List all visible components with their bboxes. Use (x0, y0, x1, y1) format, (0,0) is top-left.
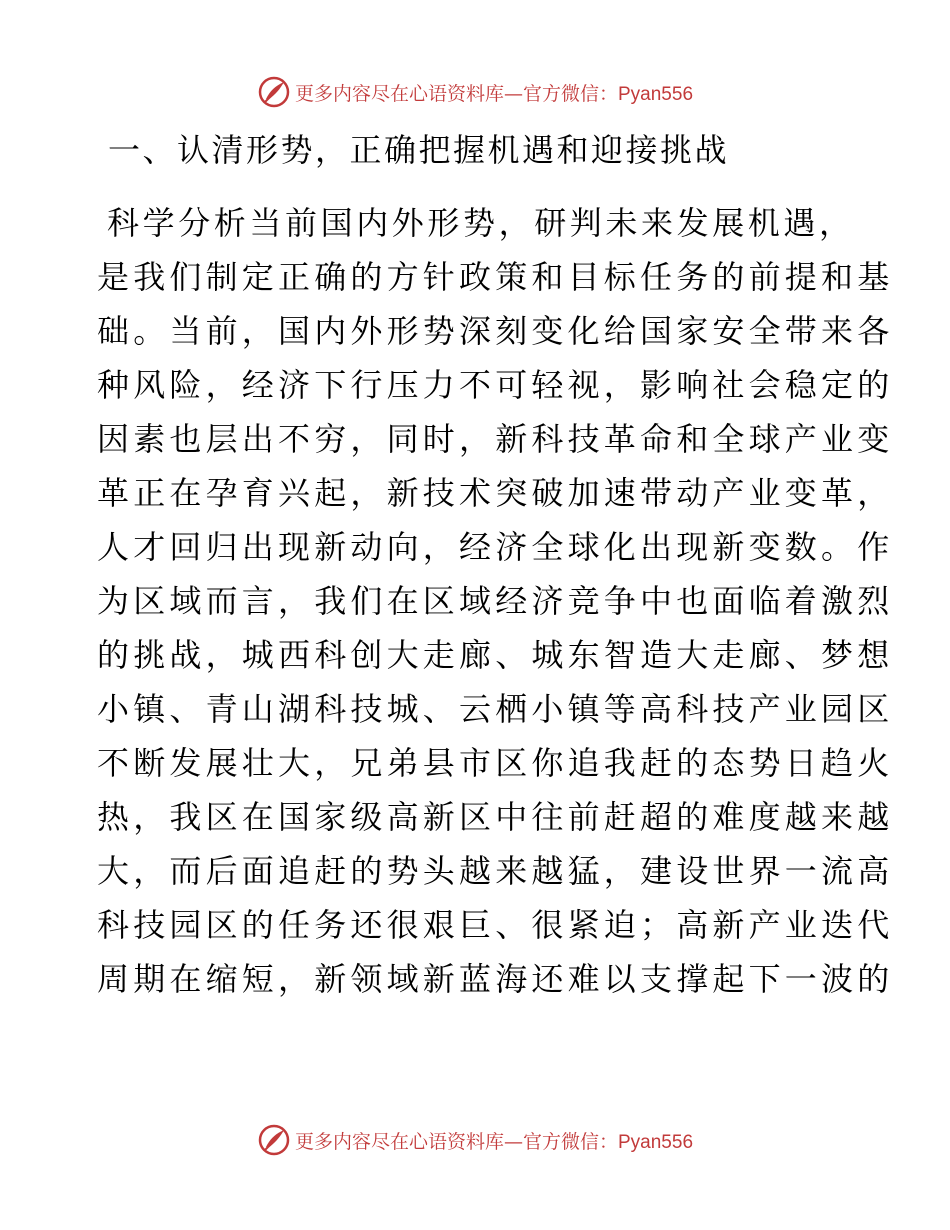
section-heading: 一、认清形势，正确把握机遇和迎接挑战 (108, 131, 730, 169)
banner-text: 更多内容尽在心语资料库—官方微信：Pyan556 (294, 1130, 694, 1153)
body-paragraph (97, 196, 894, 1006)
text-line: 的挑战，城西科创大走廊、城东智造大走廊、梦想 (97, 636, 894, 674)
quill-logo-icon (257, 75, 291, 109)
text-line: 种风险，经济下行压力不可轻视，影响社会稳定的 (97, 366, 894, 404)
text-line: 因素也层出不穷，同时，新科技革命和全球产业变 (97, 420, 894, 458)
text-line: 础。当前，国内外形势深刻变化给国家安全带来各 (97, 312, 894, 350)
banner-text: 更多内容尽在心语资料库—官方微信：Pyan556 (294, 82, 694, 105)
footer-banner (0, 1120, 950, 1160)
wechat-id: Pyan556 (618, 1131, 694, 1153)
text-line: 科学分析当前国内外形势，研判未来发展机遇， (107, 204, 855, 242)
wechat-id: Pyan556 (618, 83, 694, 105)
text-line: 为区域而言，我们在区域经济竞争中也面临着激烈 (97, 582, 894, 620)
text-line: 不断发展壮大，兄弟县市区你追我赶的态势日趋火 (97, 744, 894, 782)
header-banner (0, 72, 950, 112)
text-line: 周期在缩短，新领域新蓝海还难以支撑起下一波的 (97, 960, 894, 998)
text-line: 小镇、青山湖科技城、云栖小镇等高科技产业园区 (97, 690, 894, 728)
quill-logo-icon (257, 1123, 291, 1157)
text-line: 大，而后面追赶的势头越来越猛，建设世界一流高 (97, 852, 894, 890)
text-line: 是我们制定正确的方针政策和目标任务的前提和基 (97, 258, 894, 296)
text-line: 革正在孕育兴起，新技术突破加速带动产业变革， (97, 474, 894, 512)
text-line: 热，我区在国家级高新区中往前赶超的难度越来越 (97, 798, 894, 836)
text-line: 人才回归出现新动向，经济全球化出现新变数。作 (97, 528, 894, 566)
text-line: 科技园区的任务还很艰巨、很紧迫；高新产业迭代 (97, 906, 894, 944)
